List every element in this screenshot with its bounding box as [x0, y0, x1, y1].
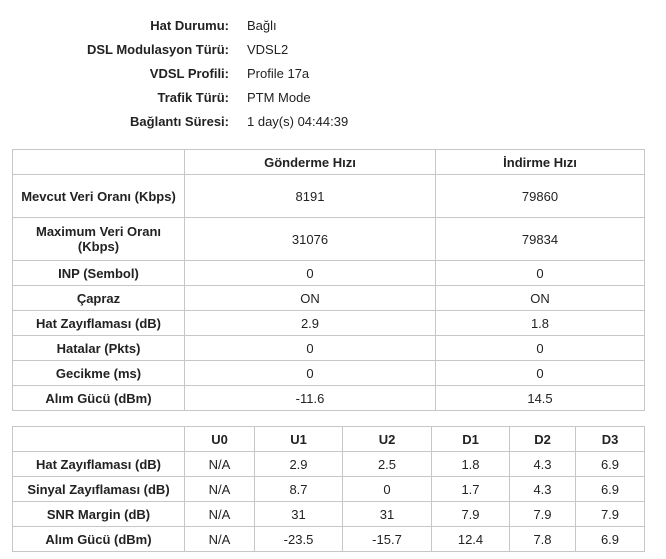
cell-d3: 6.9: [576, 527, 645, 552]
cell-u0: N/A: [185, 452, 255, 477]
rate-table-header: [13, 150, 645, 175]
row-label: Sinyal Zayıflaması (dB): [13, 477, 185, 502]
cell-upstream: ON: [185, 286, 436, 311]
table-row: [13, 502, 645, 527]
cell-u2: 0: [343, 477, 432, 502]
row-label: Alım Gücü (dBm): [13, 527, 185, 552]
cell-u0: N/A: [185, 502, 255, 527]
cell-downstream: 1.8: [436, 311, 645, 336]
rate-header-upstream: Gönderme Hızı: [185, 150, 436, 175]
rate-header-downstream: İndirme Hızı: [436, 150, 645, 175]
cell-downstream: 0: [436, 336, 645, 361]
row-label: Hatalar (Pkts): [13, 336, 185, 361]
row-label: Maximum Veri Oranı (Kbps): [13, 218, 185, 261]
cell-u0: N/A: [185, 527, 255, 552]
info-row-vdsl-profile: [0, 62, 560, 86]
row-label: INP (Sembol): [13, 261, 185, 286]
cell-u1: 2.9: [255, 452, 343, 477]
cell-u2: 2.5: [343, 452, 432, 477]
cell-upstream: 0: [185, 361, 436, 386]
cell-upstream: 8191: [185, 175, 436, 218]
table-row: [13, 286, 645, 311]
cell-downstream: 14.5: [436, 386, 645, 411]
table-row: [13, 386, 645, 411]
rate-header-empty: [13, 150, 185, 175]
info-row-uptime: [0, 110, 560, 134]
table-row: [13, 218, 645, 261]
cell-d1: 7.9: [432, 502, 510, 527]
band-header-u1: U1: [255, 427, 343, 452]
table-row: [13, 175, 645, 218]
rate-table: [12, 149, 645, 411]
row-label: SNR Margin (dB): [13, 502, 185, 527]
row-label: Hat Zayıflaması (dB): [13, 452, 185, 477]
row-label: Gecikme (ms): [13, 361, 185, 386]
cell-upstream: 0: [185, 261, 436, 286]
band-header-empty: [13, 427, 185, 452]
cell-u1: 8.7: [255, 477, 343, 502]
vdsl-profile-label: VDSL Profili:: [149, 66, 229, 81]
band-header-d2: D2: [510, 427, 576, 452]
info-row-modulation: [0, 38, 560, 62]
table-row: [13, 336, 645, 361]
cell-d2: 7.9: [510, 502, 576, 527]
cell-d2: 7.8: [510, 527, 576, 552]
traffic-type-value: PTM Mode: [247, 90, 311, 105]
uptime-value: 1 day(s) 04:44:39: [247, 114, 349, 129]
table-row: [13, 477, 645, 502]
cell-d2: 4.3: [510, 452, 576, 477]
row-label: Alım Gücü (dBm): [13, 386, 185, 411]
cell-u0: N/A: [185, 477, 255, 502]
cell-upstream: 2.9: [185, 311, 436, 336]
row-label: Çapraz: [13, 286, 185, 311]
cell-downstream: 79860: [436, 175, 645, 218]
cell-u2: -15.7: [343, 527, 432, 552]
cell-u1: -23.5: [255, 527, 343, 552]
cell-downstream: 79834: [436, 218, 645, 261]
modulation-value: VDSL2: [247, 42, 289, 57]
line-status-label: Hat Durumu:: [150, 18, 229, 33]
band-header-d1: D1: [432, 427, 510, 452]
traffic-type-label: Trafik Türü:: [157, 90, 229, 105]
table-row: [13, 527, 645, 552]
cell-downstream: 0: [436, 361, 645, 386]
band-table: [12, 426, 645, 552]
band-table-header: [13, 427, 645, 452]
line-status-value: Bağlı: [247, 18, 277, 33]
table-row: [13, 361, 645, 386]
uptime-label: Bağlantı Süresi:: [130, 114, 229, 129]
band-header-u0: U0: [185, 427, 255, 452]
vdsl-profile-value: Profile 17a: [247, 66, 310, 81]
table-row: [13, 261, 645, 286]
row-label: Hat Zayıflaması (dB): [13, 311, 185, 336]
band-header-d3: D3: [576, 427, 645, 452]
cell-u2: 31: [343, 502, 432, 527]
modulation-label: DSL Modulasyon Türü:: [86, 42, 229, 57]
cell-upstream: -11.6: [185, 386, 436, 411]
cell-upstream: 0: [185, 336, 436, 361]
cell-downstream: 0: [436, 261, 645, 286]
cell-d3: 6.9: [576, 452, 645, 477]
cell-d3: 7.9: [576, 502, 645, 527]
cell-u1: 31: [255, 502, 343, 527]
info-row-traffic-type: [0, 86, 560, 110]
info-row-line-status: [0, 14, 560, 38]
band-header-u2: U2: [343, 427, 432, 452]
cell-d1: 1.7: [432, 477, 510, 502]
cell-downstream: ON: [436, 286, 645, 311]
cell-upstream: 31076: [185, 218, 436, 261]
cell-d1: 1.8: [432, 452, 510, 477]
table-row: [13, 311, 645, 336]
cell-d1: 12.4: [432, 527, 510, 552]
table-row: [13, 452, 645, 477]
row-label: Mevcut Veri Oranı (Kbps): [13, 175, 185, 218]
cell-d2: 4.3: [510, 477, 576, 502]
cell-d3: 6.9: [576, 477, 645, 502]
line-status-info: [0, 14, 560, 134]
